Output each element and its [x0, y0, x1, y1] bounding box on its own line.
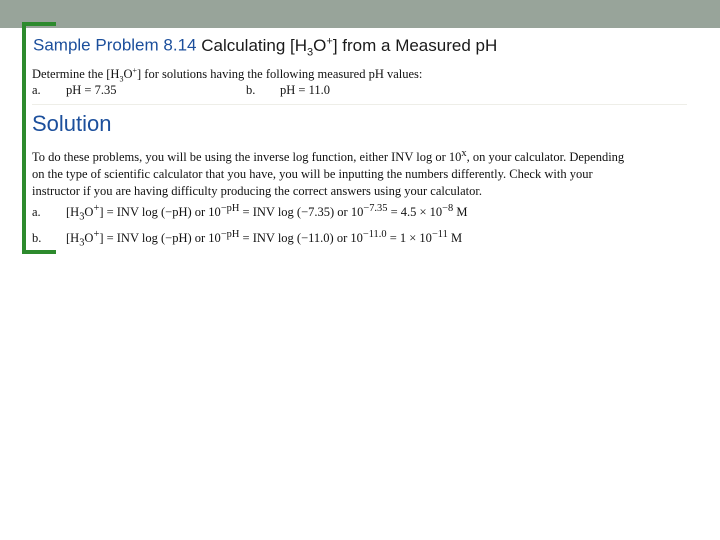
solution-heading: Solution [32, 111, 112, 136]
divider [32, 104, 687, 105]
problem-part-b: b. pH = 11.0 [246, 83, 330, 97]
sample-problem-label: Sample Problem 8.14 [33, 35, 197, 55]
solution-explanation: To do these problems, you will be using the inverse log function, either INV log or 10$^x$, on your calculator. Depending on the type of scientific calculator that you have, you will be inputting the numbers differently. Check with your instructor if you are having difficulty producing the correct answers using your calculator. [32, 148, 625, 199]
title-text: Calculating $[H_3O^+]$ from a Measured pH [201, 35, 498, 59]
answer-a: a. $[H_3O^+]$ = INV log (−pH) or $10^{-pH}$ = INV log (−7.35) or $10^{-7.35} = 4.5 \times 10^{-8}$ M [32, 203, 468, 223]
problem-part-a: a. pH = 7.35 [32, 83, 117, 97]
solution-paragraph [32, 145, 632, 251]
answer-b: b. $[H_3O^+]$ = INV log (−pH) or $10^{-pH}$ = INV log (−11.0) or $10^{-11.0} = 1 \times 10^{-11}$ M [32, 228, 463, 249]
top-bar [0, 0, 720, 28]
slide-title [33, 35, 497, 58]
problem-statement: Determine the $[H_3O^+]$ for solutions having the following measured pH values: [32, 66, 423, 84]
